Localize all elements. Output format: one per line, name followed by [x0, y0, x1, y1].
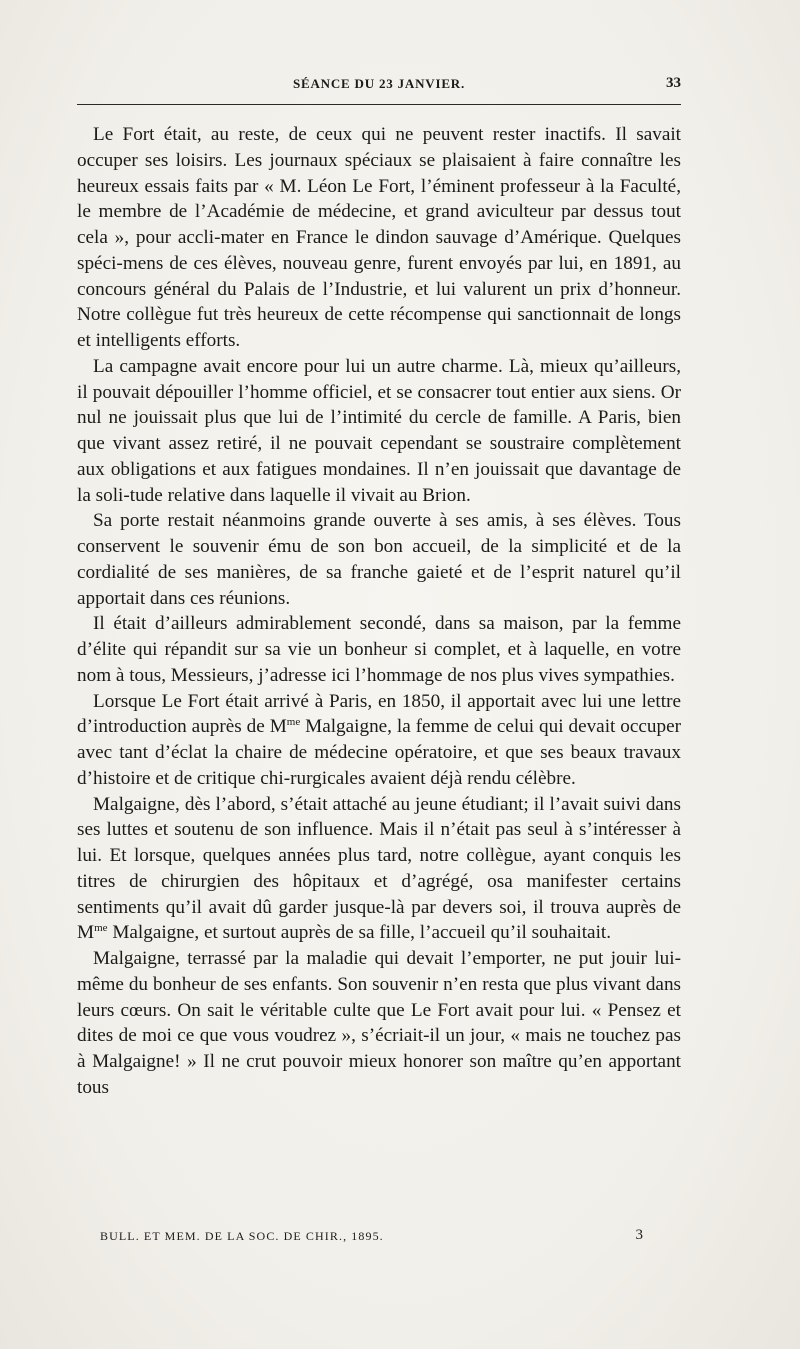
footer-citation: BULL. ET MEM. DE LA SOC. DE CHIR., 1895.: [100, 1229, 384, 1243]
text-run: Malgaigne, terrassé par la maladie qui devait l’emporter, ne put jouir lui-même du bonheur de ses enfants. Son souvenir n’en resta que plus vivant dans leurs cœurs. On sait le véritable culte que Le Fort avait pour lui. « Pensez et dites de moi ce que vous voudrez », s’écriait-il un jour, « mais ne touchez pas à Malgaigne! » Il ne crut pouvoir mieux honorer son maître qu’en apportant tous: [77, 948, 681, 1098]
paragraph: [77, 508, 681, 611]
paragraph: [77, 611, 681, 688]
text-run: Il était d’ailleurs admirablement secondé, dans sa maison, par la femme d’élite qui répandit sur sa vie un bonheur si complet, et à laquelle, en votre nom à tous, Messieurs, j’adresse ici l’hommage de nos plus vives sympathies.: [77, 613, 681, 686]
signature-mark: 3: [635, 1227, 643, 1243]
page-header: [77, 76, 681, 98]
superscript: me: [94, 922, 108, 935]
text-run: La campagne avait encore pour lui un autre charme. Là, mieux qu’ailleurs, il pouvait dépouiller l’homme officiel, et se consacrer tout entier aux siens. Or nul ne jouissait plus que lui de l’intimité du cercle de famille. A Paris, bien que vivant assez retiré, il ne pouvait cependant se soustraire complètement aux obligations et aux fatigues mondaines. Il n’en jouissait que davantage de la soli-tude relative dans laquelle il vivait au Brion.: [77, 355, 681, 506]
text-run: Malgaigne, et surtout auprès de sa fille, l’accueil qu’il souhaitait.: [107, 922, 612, 944]
text-run: Le Fort était, au reste, de ceux qui ne peuvent rester inactifs. Il savait occuper ses loisirs. Les journaux spéciaux se plaisaient à faire connaître les heureux essais faits par « M. Léon Le Fort, l’éminent professeur à la Faculté, le membre de l’Académie de médecine, et grand aviculteur par dessus tout cela », pour accli-mater en France le dindon sauvage d’Amérique. Quelques spéci-mens de ces élèves, nouveau genre, furent envoyés par lui, en 1891, au concours général du Palais de l’Industrie, et lui valurent un prix d’honneur. Notre collègue fut très heureux de cette récompense qui sanctionnait de longs et intelligents efforts.: [77, 124, 681, 351]
header-rule: [77, 104, 681, 105]
body-text: [77, 122, 681, 1101]
running-head: SÉANCE DU 23 JANVIER.: [292, 76, 466, 91]
text-run: Malgaigne, dès l’abord, s’était attaché au jeune étudiant; il l’avait suivi dans ses luttes et soutenu de son influence. Mais il n’était pas seul à s’intéresser à lui. Et lorsque, quelques années plus tard, notre collègue, ayant conquis les titres de chirurgien des hôpitaux et d’agrégé, osa manifester certains sentiments qu’il avait dû garder jusque-là par devers soi, il trouva auprès de M: [77, 793, 681, 944]
page-footer: [100, 1229, 660, 1249]
paragraph: [77, 122, 681, 354]
paragraph: [77, 354, 681, 509]
text-run: Lorsque Le Fort était arrivé à Paris, en 1850, il apportait avec lui une lettre d’introduction auprès de M: [77, 690, 681, 738]
paragraph: [77, 946, 681, 1101]
text-run: Sa porte restait néanmoins grande ouverte à ses amis, à ses élèves. Tous conservent le souvenir ému de son bon accueil, de la simplicité et de la cordialité de ses manières, de sa franche gaieté et de l’esprit naturel qu’il apportait dans ces réunions.: [77, 510, 681, 609]
page-number: 33: [666, 75, 681, 91]
paragraph: [77, 792, 681, 947]
text-run: Malgaigne, la femme de celui qui devait occuper avec tant d’éclat la chaire de médecine opératoire, et que ses beaux travaux d’histoire et de critique chi-rurgicales avaient déjà rendu célèbre.: [77, 716, 681, 789]
paragraph: [77, 689, 681, 792]
superscript: me: [286, 716, 301, 729]
